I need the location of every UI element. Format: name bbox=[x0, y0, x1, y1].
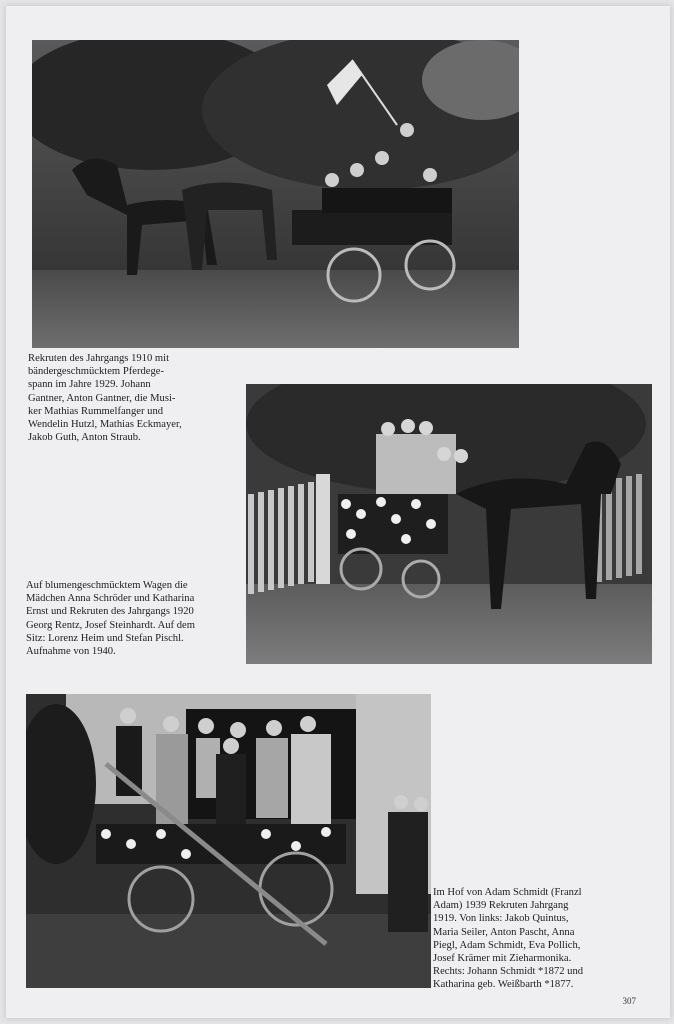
photo-flower-wagon-1940 bbox=[246, 384, 652, 664]
caption-flower-wagon-1940: Auf blumengeschmücktem Wagen die Mädchen Anna Schröder und Katharina Ernst und Rekruten des Jahrgangs 1920 Georg Rentz, Josef Steinhardt. Auf dem Sitz: Lorenz Heim und Stefan Pischl. Aufnahme von 1940. bbox=[26, 580, 195, 658]
caption-recruits-1910: Rekruten des Jahrgangs 1910 mit bändergeschmücktem Pferdege- spann im Jahre 1929. Johann Gantner, Anton Gantner, die Musi- ker Mathias Rummelfanger und Wendelin Hutzl, Mathias Eckmayer, Jakob Guth, Anton Straub. bbox=[28, 353, 182, 444]
caption-courtyard-1939: Im Hof von Adam Schmidt (Franzl Adam) 1939 Rekruten Jahrgang 1919. Von links: Jakob Quintus, Maria Seiler, Anton Pascht, Anna Piegl, Adam Schmidt, Eva Pollich, Josef Krämer mit Zieharmonika. Rechts: Johann Schmidt *1872 und Katharina geb. Weißbarth *1877. bbox=[433, 887, 584, 991]
photo-recruits-1910 bbox=[32, 40, 519, 348]
photo-courtyard-1939 bbox=[26, 694, 431, 988]
book-page bbox=[6, 6, 670, 1018]
page-number: 307 bbox=[622, 996, 636, 1006]
